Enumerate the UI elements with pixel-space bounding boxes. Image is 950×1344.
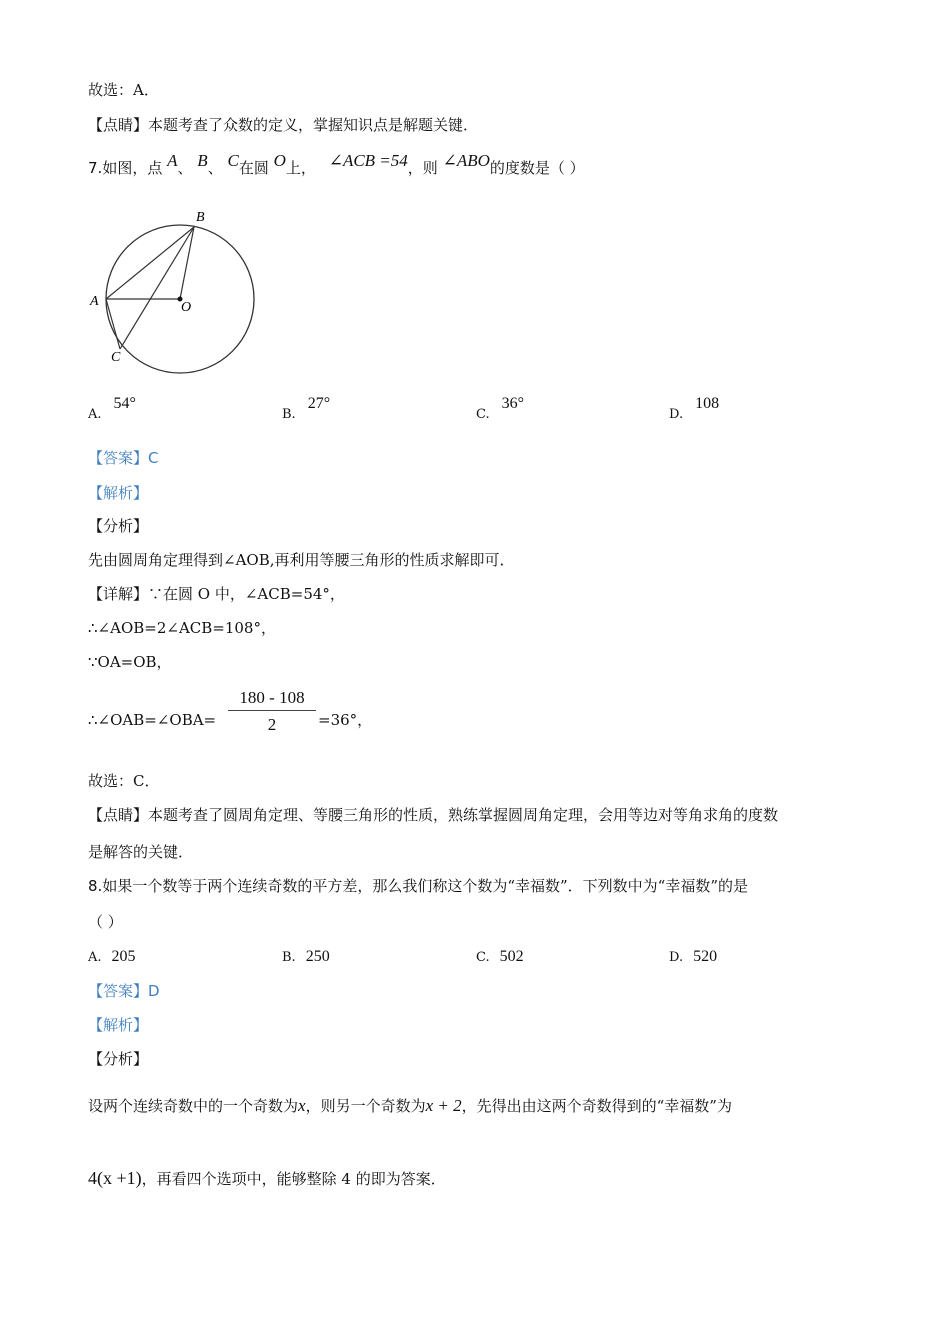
fenxi-heading xyxy=(88,516,148,536)
question-text: ，则 xyxy=(407,159,438,177)
question-text: 的度数是（ ） xyxy=(489,159,585,177)
asked-angle: ∠ABO xyxy=(442,151,490,170)
fenxi-text-7 xyxy=(88,550,515,570)
point-a: A xyxy=(167,151,178,170)
option-value: 502 xyxy=(499,948,524,965)
option-value: 520 xyxy=(693,948,718,965)
analysis-tag: 【解析】 xyxy=(88,1016,149,1034)
question-text: 如果一个数等于两个连续奇数的平方差，那么我们称这个数为“幸福数”．下列数中为“幸福数”的是 xyxy=(102,877,748,895)
comment-text: 是解答的关键． xyxy=(88,843,194,861)
option-label: C. xyxy=(476,407,490,422)
answer-blank: （ ） xyxy=(88,913,123,931)
option-label: C. xyxy=(476,950,490,965)
comment-7-line-1 xyxy=(88,805,778,825)
question-text: 在圆 xyxy=(238,159,269,177)
option-label: B. xyxy=(282,407,296,422)
fenxi-text: ，再看四个选项中，能够整除 4 的即为答案． xyxy=(141,1170,446,1188)
analysis-heading xyxy=(88,483,148,503)
segment-cb xyxy=(120,227,194,349)
circle-figure xyxy=(86,204,266,384)
option-7-a[interactable] xyxy=(88,395,136,423)
option-8-b[interactable] xyxy=(282,947,330,966)
detail-text: ∵OA=OB， xyxy=(88,653,172,671)
conclusion-text: 故选：A． xyxy=(88,81,159,99)
fenxi-tag: 【分析】 xyxy=(88,1050,149,1068)
detail-text: =36°， xyxy=(318,711,373,729)
label-a: A xyxy=(90,294,99,309)
question-number: 8. xyxy=(88,877,103,895)
comment-tag: 【点睛】 xyxy=(88,116,149,134)
option-value: 205 xyxy=(111,948,136,965)
option-8-a[interactable] xyxy=(88,947,136,966)
option-label: A. xyxy=(88,950,102,965)
fenxi-text: ，则另一个奇数为 xyxy=(305,1097,426,1115)
option-label: A. xyxy=(88,407,102,422)
answer-7 xyxy=(88,448,159,468)
fraction-numerator: 180 - 108 xyxy=(228,688,316,711)
point-o: O xyxy=(273,151,286,170)
detail-line-4 xyxy=(88,710,216,730)
question-8 xyxy=(88,876,748,896)
detail-text: ∴∠AOB=2∠ACB=108°， xyxy=(88,619,276,637)
comment-text: 本题考查了众数的定义，掌握知识点是解题关键． xyxy=(148,116,479,134)
comment-tag: 【点睛】 xyxy=(88,806,149,824)
segment-ac xyxy=(106,299,120,349)
conclusion-7 xyxy=(88,771,159,791)
fenxi-text: ，先得出由这两个奇数得到的“幸福数”为 xyxy=(461,1097,732,1115)
detail-tag: 【详解】 xyxy=(88,585,149,603)
answer-value: D xyxy=(148,982,160,1000)
option-value: 250 xyxy=(305,948,330,965)
detail-line-1 xyxy=(88,584,345,604)
fenxi-tag: 【分析】 xyxy=(88,517,149,535)
question-number: 7. xyxy=(88,159,103,177)
fenxi-text-8-line-2 xyxy=(88,1168,446,1189)
analysis-heading-8 xyxy=(88,1015,148,1035)
option-7-c[interactable] xyxy=(476,395,525,423)
detail-line-2 xyxy=(88,618,276,638)
detail-text: ∴∠OAB=∠OBA= xyxy=(88,711,217,729)
segment-ab xyxy=(106,227,194,299)
answer-tag: 【答案】 xyxy=(88,982,149,1000)
comment-line xyxy=(88,115,478,135)
option-7-d[interactable] xyxy=(669,395,720,423)
answer-value: C xyxy=(148,449,159,467)
option-7-b[interactable] xyxy=(282,395,331,423)
conclusion-text: 故选：C． xyxy=(88,772,160,790)
option-value: 108 xyxy=(695,395,720,412)
answer-tag: 【答案】 xyxy=(88,449,149,467)
given-angle: ∠ACB =54 xyxy=(328,151,408,170)
point-c: C xyxy=(227,151,239,170)
question-8-paren xyxy=(88,912,123,932)
option-8-c[interactable] xyxy=(476,947,524,966)
expression-x-plus-2: x + 2 xyxy=(425,1096,462,1115)
point-b: B xyxy=(197,151,208,170)
fraction xyxy=(228,688,316,735)
question-7 xyxy=(88,151,585,178)
option-label: B. xyxy=(282,950,296,965)
separator: 、 xyxy=(177,159,193,177)
option-label: D. xyxy=(669,950,684,965)
fraction-denominator: 2 xyxy=(267,715,277,734)
fenxi-text: 先由圆周角定理得到∠AOB,再利用等腰三角形的性质求解即可． xyxy=(88,551,515,569)
question-text: 如图，点 xyxy=(102,159,163,177)
question-text: 上， xyxy=(285,159,316,177)
fenxi-heading-8 xyxy=(88,1049,148,1069)
option-value: 36° xyxy=(501,395,525,412)
conclusion-line xyxy=(88,80,159,100)
option-value: 27° xyxy=(307,395,331,412)
detail-line-3 xyxy=(88,652,172,672)
option-8-d[interactable] xyxy=(669,947,717,966)
fenxi-text: 设两个连续奇数中的一个奇数为 xyxy=(88,1097,299,1115)
detail-result xyxy=(318,710,372,730)
answer-8 xyxy=(88,981,160,1001)
expression-4x-plus-1: 4(x +1) xyxy=(88,1168,142,1188)
analysis-tag: 【解析】 xyxy=(88,484,149,502)
label-c: C xyxy=(111,350,121,365)
separator: 、 xyxy=(207,159,223,177)
option-value: 54° xyxy=(113,395,136,412)
detail-text: ∵在圆 O 中，∠ACB=54°， xyxy=(148,585,345,603)
option-label: D. xyxy=(669,407,684,422)
label-o: O xyxy=(181,300,192,315)
fenxi-text-8-line-1 xyxy=(88,1096,732,1116)
comment-7-line-2 xyxy=(88,842,193,862)
comment-text: 本题考查了圆周角定理、等腰三角形的性质，熟练掌握圆周角定理，会用等边对等角求角的度数 xyxy=(148,806,779,824)
variable-x: x xyxy=(298,1096,306,1115)
label-b: B xyxy=(196,210,205,225)
